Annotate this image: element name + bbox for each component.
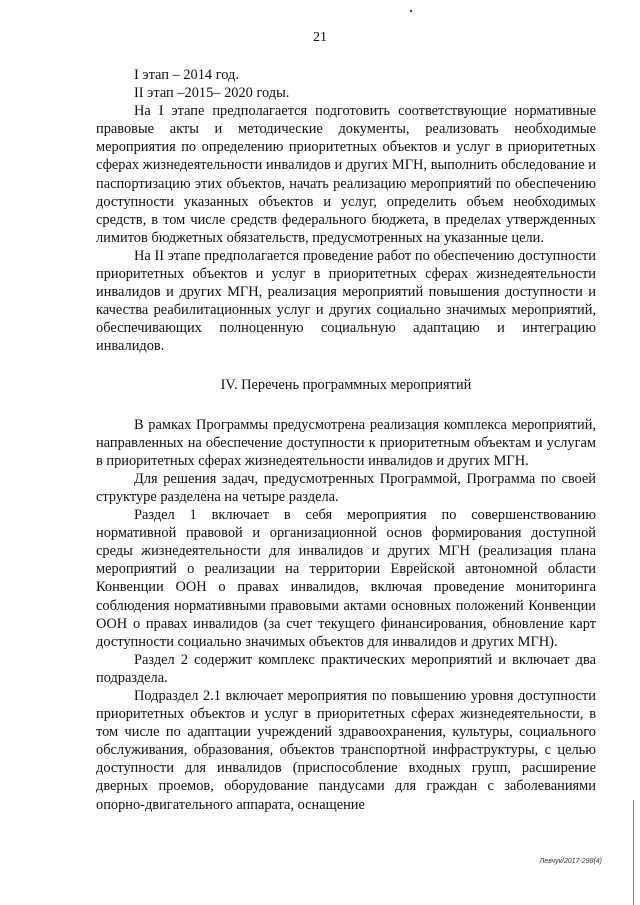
paragraph-section-2: Раздел 2 содержит комплекс практических мероприятий и включает два подраздела.	[96, 651, 596, 686]
paragraph-stage-2: На II этапе предполагается проведение работ по обеспечению доступности приоритетных объектов и услуг в приоритетных сферах жизнедеятельности инвалидов и других МГН, реализация мероприятий повышения доступности и качества реабилитационных услуг и других социально значимых мероприятий, обеспечивающих полноценную социальную адаптацию и интеграцию инвалидов.	[96, 247, 596, 355]
paragraph-program-structure: Для решения задач, предусмотренных Программой, Программа по своей структуре разделена на четыре раздела.	[96, 470, 596, 505]
paragraph-subsection-2-1: Подраздел 2.1 включает мероприятия по повышению уровня доступности приоритетных объектов и услуг в приоритетных сферах жизнедеятельности, в том числе по адаптации учреждений здравоохранения, культуры, социального обслуживания, образования, объектов транспортной инфраструктуры, с целью доступности для инвалидов (приспособление входных групп, расширение дверных проемов, оборудование пандусами для граждан с заболеваниями опорно-двигательного аппарата, оснащение	[96, 688, 596, 813]
section-heading: IV. Перечень программных мероприятий	[220, 376, 472, 393]
stage-line-2: II этап –2015– 2020 годы.	[134, 85, 290, 102]
scan-edge-line	[633, 800, 634, 905]
document-code: Левчук/2017-298(4)	[539, 858, 602, 865]
page-number: 21	[313, 30, 327, 45]
stage-line-1: I этап – 2014 год.	[134, 67, 239, 83]
scan-speck	[410, 10, 412, 12]
paragraph-stage-1: На I этапе предполагается подготовить соответствующие нормативные правовые акты и методические документы, реализовать необходимые мероприятия по определению приоритетных объектов и услуг в приоритетных сферах жизнедеятельности инвалидов и других МГН, выполнить обследование и паспортизацию этих объектов, начать реализацию мероприятий по обеспечению доступности указанных объектов и услуг, определить объем необходимых средств, в том числе средств федерального бюджета, в пределах утвержденных лимитов бюджетных обязательств, предусмотренных на указанные цели.	[96, 103, 596, 246]
document-body	[96, 66, 596, 814]
paragraph-section-1: Раздел 1 включает в себя мероприятия по совершенствованию нормативной правовой и организационной основ формирования доступной среды жизнедеятельности для инвалидов и других МГН (реализация плана мероприятий о реализации на территории Еврейской автономной области Конвенции ООН о правах инвалидов, включая проведение мониторинга соблюдения нормативными правовыми актами основных положений Конвенции ООН о правах инвалидов (за счет текущего финансирования, обновление карт доступности социально значимых объектов для инвалидов и других МГН).	[96, 507, 596, 650]
paragraph-program-scope: В рамках Программы предусмотрена реализация комплекса мероприятий, направленных на обеспечение доступности к приоритетным объектам и услугам в приоритетных сферах жизнедеятельности инвалидов и других МГН.	[96, 416, 596, 469]
